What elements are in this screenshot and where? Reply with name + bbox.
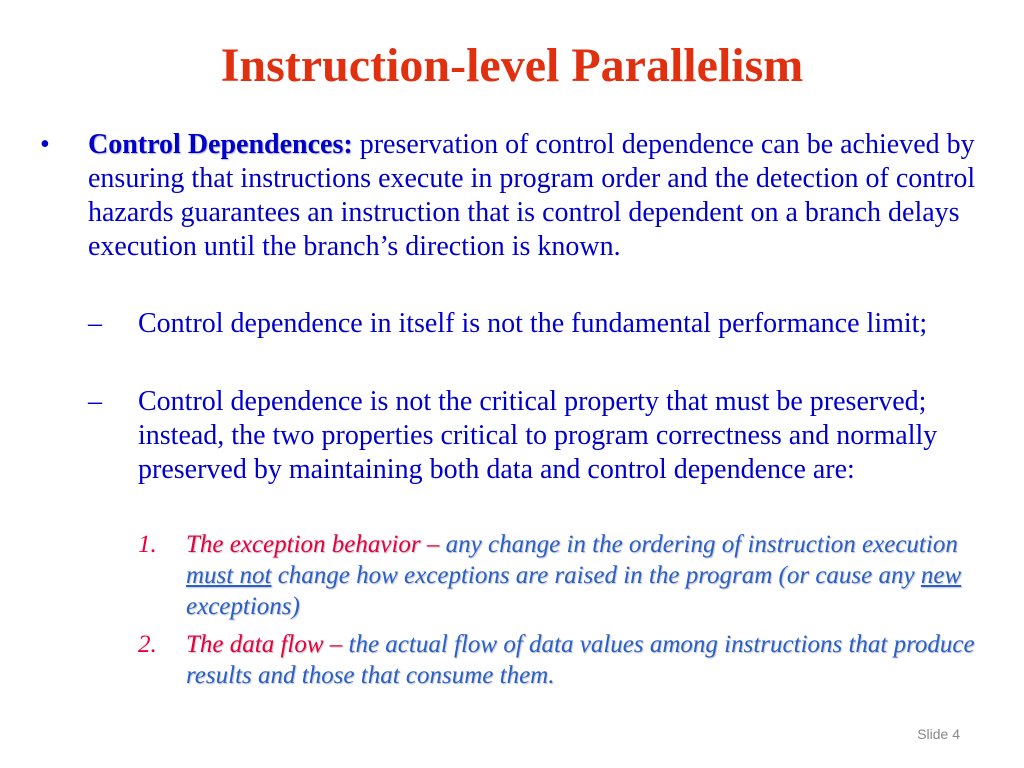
dash-marker: – bbox=[88, 386, 102, 417]
item-text-part: exceptions) bbox=[186, 593, 300, 620]
sub-bullet-2-text: Control dependence is not the critical property that must be preserved; instead, the two properties critical to program correctness and normally preserved by maintaining both data and control dependence are: bbox=[138, 386, 938, 485]
sub-bullet-2 bbox=[88, 385, 978, 487]
item-text-part: change how exceptions are raised in the program (or cause any bbox=[271, 562, 921, 589]
item-text-part: any change in the ordering of instruction execution bbox=[439, 531, 958, 558]
control-dependences-label: Control Dependences: bbox=[88, 129, 353, 160]
numbered-item-2 bbox=[138, 629, 978, 691]
slide-number: Slide 4 bbox=[917, 726, 960, 742]
bullet-marker: • bbox=[40, 129, 50, 160]
main-bullet-text bbox=[88, 128, 980, 264]
item-number: 1. bbox=[138, 531, 157, 558]
control-dependences-body: preservation of control dependence can be achieved by ensuring that instructions execute in program order and the detection of control hazards guarantees an instruction that is control dependent on a branch delays execution until the branch’s direction is known. bbox=[88, 129, 976, 262]
sub-bullet-1 bbox=[88, 307, 978, 341]
numbered-item-1-text bbox=[186, 529, 978, 622]
item-label: The data flow – bbox=[186, 631, 343, 658]
item-number: 2. bbox=[138, 631, 157, 658]
main-bullet bbox=[40, 128, 980, 264]
numbered-item-1 bbox=[138, 529, 978, 622]
dash-marker: – bbox=[88, 308, 102, 339]
slide-title: Instruction-level Parallelism bbox=[220, 39, 804, 92]
emphasis-must-not: must not bbox=[186, 562, 272, 589]
item-label: The exception behavior – bbox=[186, 531, 440, 558]
numbered-item-2-text bbox=[186, 629, 978, 691]
item-text-part: the actual flow of data values among instructions that produce results and those that consume them. bbox=[186, 631, 975, 689]
emphasis-new: new bbox=[920, 562, 962, 589]
sub-bullet-1-text: Control dependence in itself is not the fundamental performance limit; bbox=[138, 308, 928, 339]
